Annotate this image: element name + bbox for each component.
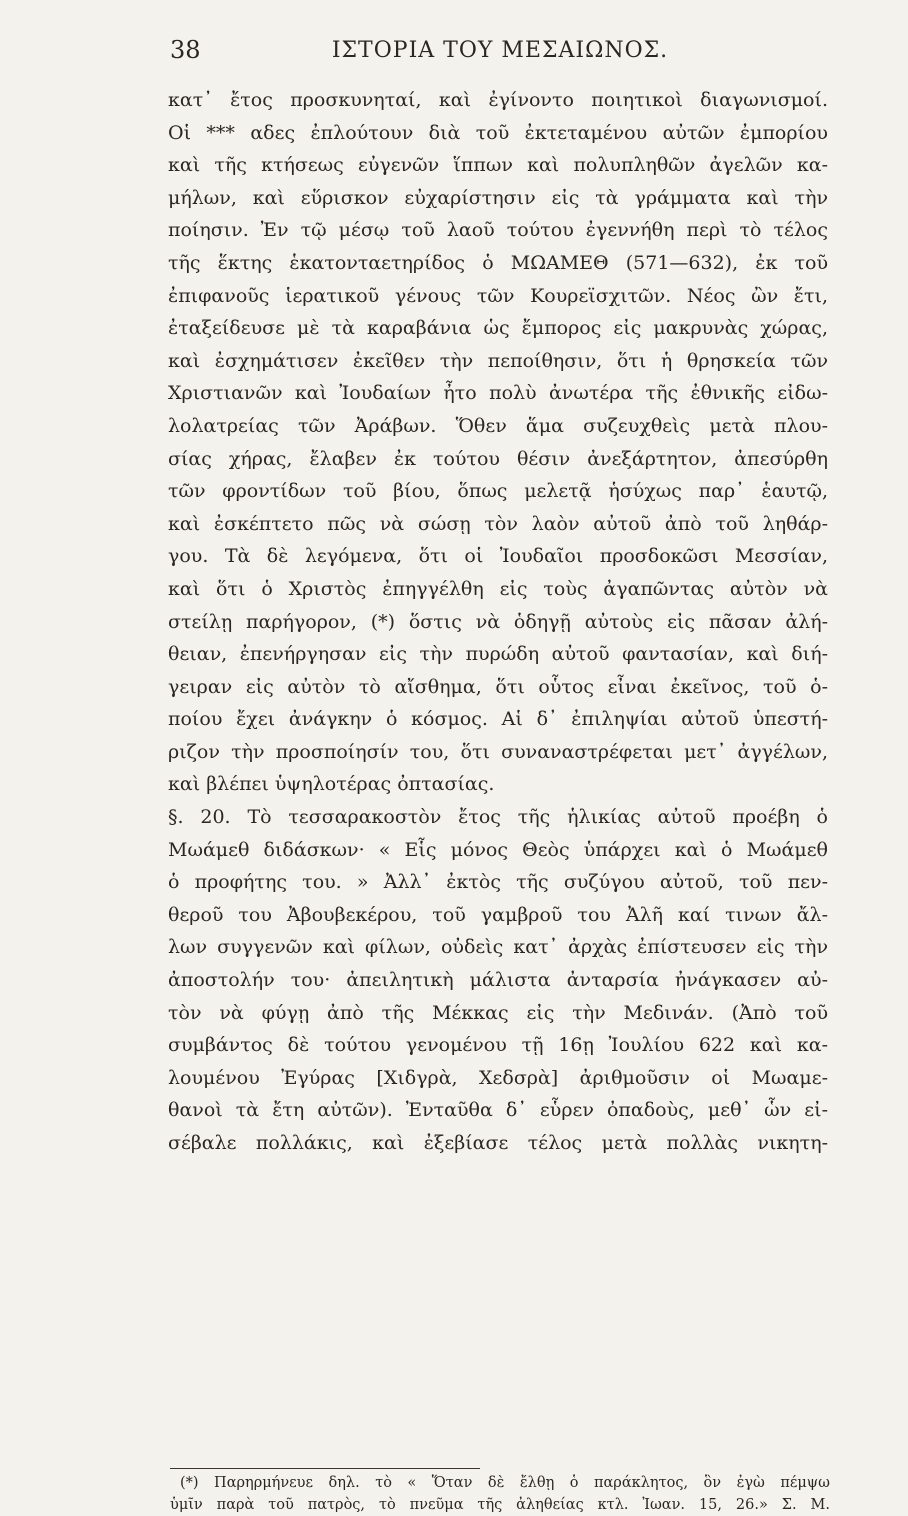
text-line: §. 20. Τὸ τεσσαρακοστὸν ἔτος τῆς ἡλικίας αὐτοῦ προέβη ὁ	[168, 806, 828, 829]
text-line: τῆς ἕκτης ἑκατονταετηρίδος ὁ ΜΩΑΜΕΘ (571—632), ἐκ τοῦ	[168, 251, 828, 274]
text-line: ἀποστολήν του· ἀπειλητικὴ μάλιστα ἀνταρσία ἠνάγκασεν αὐ-	[168, 969, 828, 992]
text-line: συμβάντος δὲ τούτου γενομένου τῇ 16ῃ Ἰουλίου 622 καὶ κα-	[168, 1034, 828, 1057]
text-line: ποίου ἔχει ἀνάγκην ὁ κόσμος. Αἱ δ᾽ ἐπιληψίαι αὐτοῦ ὑπεστή-	[168, 708, 828, 731]
text-line: θανοὶ τὰ ἔτη αὐτῶν). Ἐνταῦθα δ᾽ εὗρεν ὀπαδοὺς, μεθ᾽ ὧν εἰ-	[168, 1099, 828, 1122]
footnotes	[170, 1472, 830, 1516]
text-line: ριζον τὴν προσποίησίν του, ὅτι συναναστρέφεται μετ᾽ ἀγγέλων,	[168, 740, 828, 763]
text-line: ὁ προφήτης του. » Ἀλλ᾽ ἐκτὸς τῆς συζύγου αὐτοῦ, τοῦ πεν-	[168, 871, 828, 894]
text-line: ποίησιν. Ἐν τῷ μέσῳ τοῦ λαοῦ τούτου ἐγεννήθη περὶ τὸ τέλος	[168, 219, 828, 242]
text-line: λων συγγενῶν καὶ φίλων, οὐδεὶς κατ᾽ ἀρχὰς ἐπίστευσεν εἰς τὴν	[168, 936, 828, 959]
text-line: Χριστιανῶν καὶ Ἰουδαίων ἦτο πολὺ ἀνωτέρα τῆς ἐθνικῆς εἰδω-	[168, 382, 828, 405]
page-number: 38	[170, 36, 201, 64]
text-line: καὶ τῆς κτήσεως εὐγενῶν ἵππων καὶ πολυπληθῶν ἀγελῶν κα-	[168, 154, 828, 177]
text-line: σέβαλε πολλάκις, καὶ ἐξεβίασε τέλος μετὰ πολλὰς νικητη-	[168, 1132, 828, 1154]
text-line: λουμένου Ἐγύρας [Χιδγρὰ, Χεδσρὰ] ἀριθμοῦσιν οἱ Μωαμε-	[168, 1066, 828, 1089]
footnote-line: ὑμῖν παρὰ τοῦ πατρὸς, τὸ πνεῦμα τῆς ἀληθείας κτλ. Ἰωαν. 15, 26.» Σ. Μ.	[170, 1497, 830, 1513]
text-line: γειραν εἰς αὐτὸν τὸ αἴσθημα, ὅτι οὗτος εἶναι ἐκεῖνος, τοῦ ὁ-	[168, 675, 828, 698]
text-line: καὶ ὅτι ὁ Χριστὸς ἐπηγγέλθη εἰς τοὺς ἀγαπῶντας αὐτὸν νὰ	[168, 577, 828, 600]
text-line: Οἱ *** αδες ἐπλούτουν διὰ τοῦ ἐκτεταμένου αὐτῶν ἐμπορίου	[168, 121, 828, 144]
page-header	[170, 28, 830, 68]
footnote-line: (*) Παρηρμήνευε δηλ. τὸ « Ὅταν δὲ ἔλθῃ ὁ παράκλητος, ὃν ἐγὼ πέμψω	[180, 1475, 830, 1491]
text-line: θειαν, ἐπενήργησαν εἰς τὴν πυρώδη αὐτοῦ φαντασίαν, καὶ διή-	[168, 643, 828, 666]
text-line: τῶν φροντίδων τοῦ βίου, ὅπως μελετᾷ ἡσύχως παρ᾽ ἑαυτῷ,	[168, 480, 828, 503]
text-line: καὶ ἐσχημάτισεν ἐκεῖθεν τὴν πεποίθησιν, ὅτι ἡ θρησκεία τῶν	[168, 349, 828, 372]
text-line: θεροῦ του Ἀβουβεκέρου, τοῦ γαμβροῦ του Ἀλῆ καί τινων ἄλ-	[168, 903, 828, 926]
text-line: ἐπιφανοῦς ἱερατικοῦ γένους τῶν Κουρεϊσχιτῶν. Νέος ὢν ἔτι,	[168, 284, 828, 307]
text-line: σίας χήρας, ἔλαβεν ἐκ τούτου θέσιν ἀνεξάρτητον, ἀπεσύρθη	[168, 447, 828, 470]
text-line: τὸν νὰ φύγῃ ἀπὸ τῆς Μέκκας εἰς τὴν Μεδινάν. (Ἀπὸ τοῦ	[168, 1001, 828, 1024]
text-line: γου. Τὰ δὲ λεγόμενα, ὅτι οἱ Ἰουδαῖοι προσδοκῶσι Μεσσίαν,	[168, 545, 828, 568]
text-line: μήλων, καὶ εὕρισκον εὐχαρίστησιν εἰς τὰ γράμματα καὶ τὴν	[168, 186, 828, 209]
text-line: λολατρείας τῶν Ἀράβων. Ὅθεν ἅμα συζευχθεὶς μετὰ πλου-	[168, 414, 828, 437]
text-line: στείλῃ παρήγορον, (*) ὅστις νὰ ὁδηγῇ αὐτοὺς εἰς πᾶσαν ἀλή-	[168, 610, 828, 633]
text-line: καὶ βλέπει ὑψηλοτέρας ὀπτασίας.	[168, 773, 495, 796]
running-title: ΙΣΤΟΡΙΑ ΤΟΥ ΜΕΣΑΙΩΝΟΣ.	[331, 38, 669, 63]
text-line: ἐταξείδευσε μὲ τὰ καραβάνια ὡς ἔμπορος εἰς μακρυνὰς χώρας,	[168, 317, 828, 340]
text-line: κατ᾽ ἔτος προσκυνηταί, καὶ ἐγίνοντο ποιητικοὶ διαγωνισμοί.	[168, 89, 828, 111]
text-line: Μωάμεθ διδάσκων· « Εἷς μόνος Θεὸς ὑπάρχει καὶ ὁ Μωάμεθ	[168, 838, 828, 861]
footnote-rule	[170, 1468, 480, 1469]
text-line: καὶ ἐσκέπτετο πῶς νὰ σώσῃ τὸν λαὸν αὐτοῦ ἀπὸ τοῦ ληθάρ-	[168, 512, 828, 535]
body-text	[168, 84, 828, 1160]
